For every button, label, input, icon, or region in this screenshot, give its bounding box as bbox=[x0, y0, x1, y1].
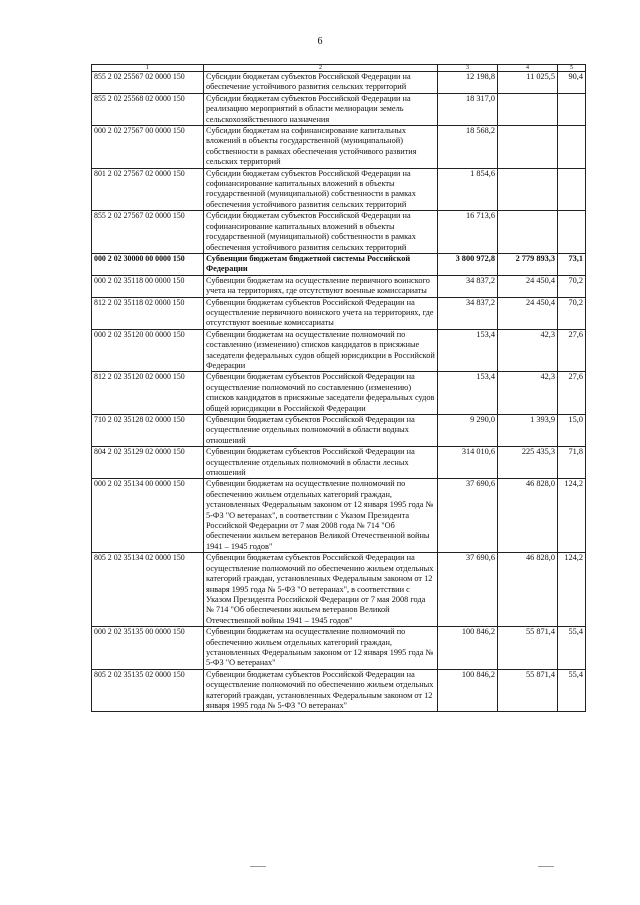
actual-amount-cell bbox=[498, 168, 558, 211]
description-cell: Субсидии бюджетам субъектов Российской Федерации на софинансирование капитальных вложений в объекты государственной (муниципальной) собственности в рамках обеспечения устойчивого развития сельских территорий bbox=[204, 211, 438, 254]
percent-cell bbox=[558, 126, 586, 169]
budget-code-cell: 855 2 02 27567 02 0000 150 bbox=[92, 211, 204, 254]
description-cell: Субсидии бюджетам субъектов Российской Федерации на реализацию мероприятий в области мелиорации земель сельскохозяйственного назначения bbox=[204, 93, 438, 125]
table-row bbox=[92, 372, 586, 415]
description-cell: Субвенции бюджетам бюджетной системы Российской Федерации bbox=[204, 253, 438, 275]
plan-amount-cell: 18 568,2 bbox=[438, 126, 498, 169]
budget-code-cell: 000 2 02 30000 00 0000 150 bbox=[92, 253, 204, 275]
budget-code-cell: 804 2 02 35129 02 0000 150 bbox=[92, 447, 204, 479]
description-cell: Субвенции бюджетам на осуществление полномочий по обеспечению жильем отдельных категорий граждан, установленных Федеральным законом от 12 января 1995 года № 5-ФЗ "О ветеранах" bbox=[204, 627, 438, 670]
plan-amount-cell: 18 317,0 bbox=[438, 93, 498, 125]
plan-amount-cell: 153,4 bbox=[438, 372, 498, 415]
column-header: 3 bbox=[438, 65, 498, 72]
percent-cell: 73,1 bbox=[558, 253, 586, 275]
budget-code-cell: 000 2 02 35134 00 0000 150 bbox=[92, 479, 204, 553]
plan-amount-cell: 12 198,8 bbox=[438, 72, 498, 94]
percent-cell: 71,8 bbox=[558, 447, 586, 479]
column-header: 1 bbox=[92, 65, 204, 72]
actual-amount-cell: 46 828,0 bbox=[498, 479, 558, 553]
budget-table bbox=[91, 64, 586, 712]
percent-cell: 55,4 bbox=[558, 669, 586, 712]
plan-amount-cell: 100 846,2 bbox=[438, 627, 498, 670]
column-number-row bbox=[92, 65, 586, 72]
column-header: 2 bbox=[204, 65, 438, 72]
percent-cell: 124,2 bbox=[558, 553, 586, 627]
plan-amount-cell: 100 846,2 bbox=[438, 669, 498, 712]
percent-cell: 27,6 bbox=[558, 372, 586, 415]
plan-amount-cell: 16 713,6 bbox=[438, 211, 498, 254]
budget-code-cell: 000 2 02 35135 00 0000 150 bbox=[92, 627, 204, 670]
table-row bbox=[92, 329, 586, 372]
column-header: 5 bbox=[558, 65, 586, 72]
page-number: 6 bbox=[317, 36, 323, 47]
description-cell: Субвенции бюджетам субъектов Российской Федерации на осуществление полномочий по составлению (изменению) списков кандидатов в присяжные заседатели федеральных судов общей юрисдикции в Российской Федерации bbox=[204, 372, 438, 415]
percent-cell: 27,6 bbox=[558, 329, 586, 372]
actual-amount-cell: 46 828,0 bbox=[498, 553, 558, 627]
table-row bbox=[92, 168, 586, 211]
table-row bbox=[92, 72, 586, 94]
description-cell: Субвенции бюджетам на осуществление первичного воинского учета на территориях, где отсутствуют военные комиссариаты bbox=[204, 275, 438, 297]
plan-amount-cell: 37 690,6 bbox=[438, 479, 498, 553]
footer-mark-right bbox=[538, 866, 554, 867]
budget-code-cell: 000 2 02 35118 00 0000 150 bbox=[92, 275, 204, 297]
percent-cell bbox=[558, 211, 586, 254]
percent-cell: 15,0 bbox=[558, 415, 586, 447]
table-row bbox=[92, 275, 586, 297]
percent-cell: 70,2 bbox=[558, 275, 586, 297]
plan-amount-cell: 34 837,2 bbox=[438, 275, 498, 297]
plan-amount-cell: 9 290,0 bbox=[438, 415, 498, 447]
table-row bbox=[92, 211, 586, 254]
plan-amount-cell: 3 800 972,8 bbox=[438, 253, 498, 275]
actual-amount-cell: 1 393,9 bbox=[498, 415, 558, 447]
plan-amount-cell: 314 010,6 bbox=[438, 447, 498, 479]
column-header: 4 bbox=[498, 65, 558, 72]
description-cell: Субсидии бюджетам субъектов Российской Федерации на софинансирование капитальных вложений в объекты государственной (муниципальной) собственности в рамках обеспечения устойчивого развития сельских территорий bbox=[204, 168, 438, 211]
table-row bbox=[92, 627, 586, 670]
description-cell: Субвенции бюджетам субъектов Российской Федерации на осуществление отдельных полномочий в области лесных отношений bbox=[204, 447, 438, 479]
plan-amount-cell: 153,4 bbox=[438, 329, 498, 372]
table-row bbox=[92, 126, 586, 169]
budget-code-cell: 855 2 02 25567 02 0000 150 bbox=[92, 72, 204, 94]
percent-cell bbox=[558, 93, 586, 125]
budget-code-cell: 812 2 02 35120 02 0000 150 bbox=[92, 372, 204, 415]
plan-amount-cell: 1 854,6 bbox=[438, 168, 498, 211]
actual-amount-cell: 24 450,4 bbox=[498, 275, 558, 297]
table-row bbox=[92, 93, 586, 125]
description-cell: Субвенции бюджетам субъектов Российской Федерации на осуществление первичного воинского учета на территориях, где отсутствуют военные комиссариаты bbox=[204, 297, 438, 329]
table-row bbox=[92, 447, 586, 479]
budget-code-cell: 000 2 02 27567 00 0000 150 bbox=[92, 126, 204, 169]
actual-amount-cell: 55 871,4 bbox=[498, 627, 558, 670]
description-cell: Субвенции бюджетам субъектов Российской Федерации на осуществление полномочий по обеспечению жильем отдельных категорий граждан, установленных Федеральным законом от 12 января 1995 года № 5-ФЗ "О ветеранах" bbox=[204, 669, 438, 712]
table-row bbox=[92, 479, 586, 553]
plan-amount-cell: 34 837,2 bbox=[438, 297, 498, 329]
table-row bbox=[92, 553, 586, 627]
percent-cell: 55,4 bbox=[558, 627, 586, 670]
table-row bbox=[92, 669, 586, 712]
actual-amount-cell bbox=[498, 126, 558, 169]
percent-cell bbox=[558, 168, 586, 211]
description-cell: Субсидии бюджетам на софинансирование капитальных вложений в объекты государственной (муниципальной) собственности в рамках обеспечения устойчивого развития сельских территорий bbox=[204, 126, 438, 169]
budget-code-cell: 812 2 02 35118 02 0000 150 bbox=[92, 297, 204, 329]
actual-amount-cell: 42,3 bbox=[498, 329, 558, 372]
percent-cell: 70,2 bbox=[558, 297, 586, 329]
actual-amount-cell: 55 871,4 bbox=[498, 669, 558, 712]
budget-code-cell: 805 2 02 35135 02 0000 150 bbox=[92, 669, 204, 712]
description-cell: Субвенции бюджетам субъектов Российской Федерации на осуществление отдельных полномочий в области водных отношений bbox=[204, 415, 438, 447]
percent-cell: 124,2 bbox=[558, 479, 586, 553]
actual-amount-cell: 225 435,3 bbox=[498, 447, 558, 479]
actual-amount-cell: 42,3 bbox=[498, 372, 558, 415]
budget-code-cell: 805 2 02 35134 02 0000 150 bbox=[92, 553, 204, 627]
footer-mark-left bbox=[250, 866, 266, 867]
budget-code-cell: 000 2 02 35120 00 0000 150 bbox=[92, 329, 204, 372]
table-body bbox=[92, 72, 586, 712]
actual-amount-cell: 11 025,5 bbox=[498, 72, 558, 94]
actual-amount-cell: 2 779 893,3 bbox=[498, 253, 558, 275]
budget-code-cell: 710 2 02 35128 02 0000 150 bbox=[92, 415, 204, 447]
description-cell: Субвенции бюджетам на осуществление полномочий по составлению (изменению) списков кандидатов в присяжные заседатели федеральных судов общей юрисдикции в Российской Федерации bbox=[204, 329, 438, 372]
actual-amount-cell bbox=[498, 93, 558, 125]
actual-amount-cell bbox=[498, 211, 558, 254]
budget-code-cell: 855 2 02 25568 02 0000 150 bbox=[92, 93, 204, 125]
table-row bbox=[92, 297, 586, 329]
table-row bbox=[92, 415, 586, 447]
plan-amount-cell: 37 690,6 bbox=[438, 553, 498, 627]
budget-code-cell: 801 2 02 27567 02 0000 150 bbox=[92, 168, 204, 211]
description-cell: Субвенции бюджетам на осуществление полномочий по обеспечению жильем отдельных категорий граждан, установленных Федеральным законом от 12 января 1995 года № 5-ФЗ "О ветеранах", в соответствии с Указом Президента Российской Федерации от 7 мая 2008 года № 714 "Об обеспечении жильем ветеранов Великой Отечественной войны 1941 – 1945 годов" bbox=[204, 479, 438, 553]
description-cell: Субвенции бюджетам субъектов Российской Федерации на осуществление полномочий по обеспечению жильем отдельных категорий граждан, установленных Федеральным законом от 12 января 1995 года № 5-ФЗ "О ветеранах", в соответствии с Указом Президента Российской Федерации от 7 мая 2008 года № 714 "Об обеспечении жильем ветеранов Великой Отечественной войны 1941 – 1945 годов" bbox=[204, 553, 438, 627]
table-row bbox=[92, 253, 586, 275]
percent-cell: 90,4 bbox=[558, 72, 586, 94]
actual-amount-cell: 24 450,4 bbox=[498, 297, 558, 329]
description-cell: Субсидии бюджетам субъектов Российской Федерации на обеспечение устойчивого развития сельских территорий bbox=[204, 72, 438, 94]
